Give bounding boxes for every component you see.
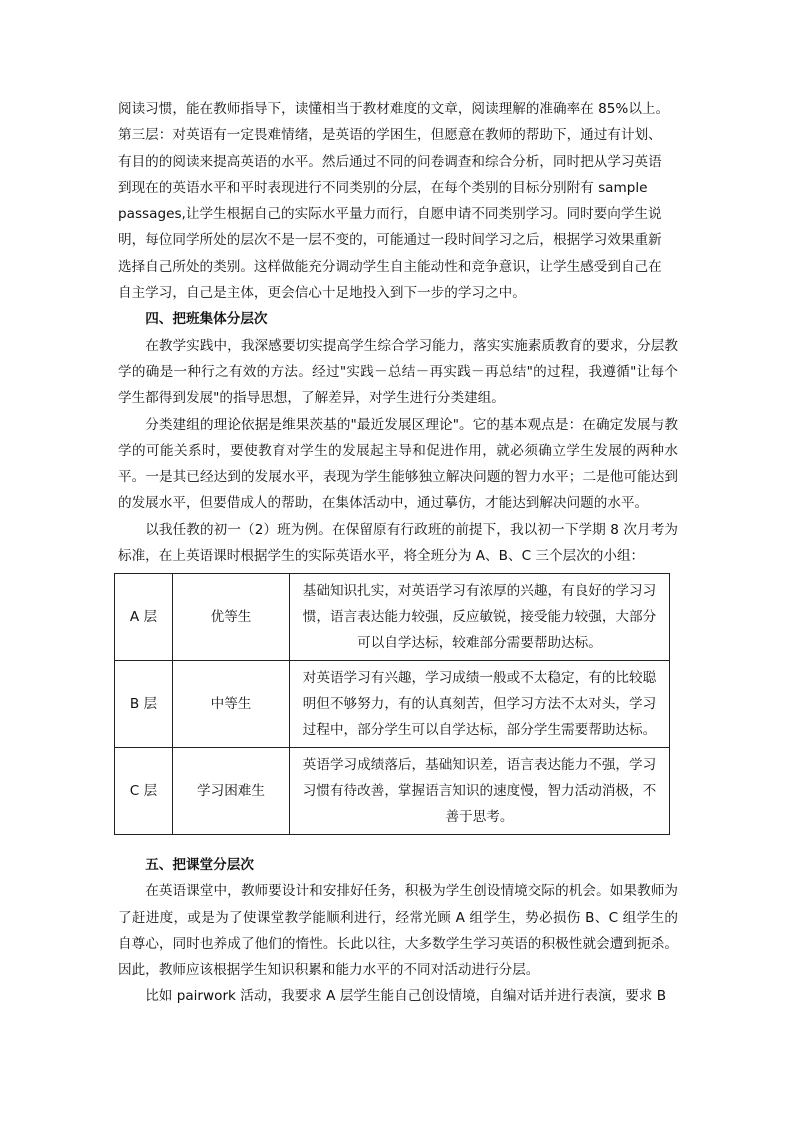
paragraph: 在英语课堂中，教师要设计和安排好任务，积极为学生创设情境交际的机会。如果教师为了赶进度，或是为了使课堂教学能顺利进行，经常光顾 A 组学生，势必损伤 B、C 组学生的自尊心，同时也养成了他们的惰性。长此以往，大多数学生学习英语的积极性就会遭到扼杀。因此，教师应该根据学生知识积累和能力水平的不同对活动进行分层。	[118, 883, 678, 979]
level-cell: A 层	[115, 574, 173, 661]
para-line: 阅读习惯，能在教师指导下，读懂相当于教材难度的文章，阅读理解的准确率在 85%以上。	[118, 101, 670, 117]
para-line: 选择自己所处的类别。这样做能充分调动学生自主能动性和竞争意识，让学生感受到自己在	[118, 258, 662, 275]
text-block-bottom	[118, 852, 678, 1010]
paragraph: 以我任教的初一（2）班为例。在保留原有行政班的前提下，我以初一下学期 8 次月考为标准，在上英语课时根据学生的实际英语水平，将全班分为 A、B、C 三个层次的小组：	[118, 521, 678, 565]
para-line: 第三层：对英语有一定畏难情绪，是英语的学困生，但愿意在教师的帮助下，通过有计划、	[118, 127, 662, 144]
para-line: 自主学习，自己是主体，更会信心十足地投入到下一步的学习之中。	[118, 285, 526, 302]
level-table	[114, 573, 670, 835]
text-block-top	[118, 96, 678, 569]
section-heading-4: 四、把班集体分层次	[145, 311, 268, 328]
paragraph: 分类建组的理论依据是维果茨基的"最近发展区理论"。它的基本观点是：在确定发展与教学的可能关系时，要使教育对学生的发展起主导和促进作用，就必须确立学生发展的两种水平。一是其已经达到的发展水平，表现为学生能够独立解决问题的智力水平；二是他可能达到的发展水平，但要借成人的帮助，在集体活动中，通过摹仿，才能达到解决问题的水平。	[118, 416, 678, 512]
para-line: 明，每位同学所处的层次不是一层不变的，可能通过一段时间学习之后，根据学习效果重新	[118, 232, 662, 249]
para-line: 到现在的英语水平和平时表现进行不同类别的分层，在每个类别的目标分别附有 sample	[118, 179, 648, 196]
description-cell: 对英语学习有兴趣，学习成绩一般或不太稳定，有的比较聪明但不够努力，有的认真刻苦，但学习方法不太对头，学习过程中，部分学生可以自学达标，部分学生需要帮助达标。	[290, 661, 670, 748]
paragraph: 在教学实践中，我深感要切实提高学生综合学习能力，落实实施素质教育的要求，分层教学的确是一种行之有效的方法。经过"实践－总结－再实践－再总结"的过程，我遵循"让每个学生都得到发展"的指导思想，了解差异，对学生进行分类建组。	[118, 337, 678, 407]
paragraph: 比如 pairwork 活动，我要求 A 层学生能自己创设情境，自编对话并进行表演，要求 B	[145, 988, 667, 1005]
section-heading-5: 五、把课堂分层次	[145, 857, 254, 873]
table-row	[115, 661, 670, 748]
table-row	[115, 748, 670, 835]
level-cell: B 层	[115, 661, 173, 748]
description-cell: 英语学习成绩落后，基础知识差，语言表达能力不强，学习习惯有待改善，掌握语言知识的速度慢，智力活动消极，不善于思考。	[290, 748, 670, 835]
group-cell: 学习困难生	[173, 748, 290, 835]
group-cell: 优等生	[173, 574, 290, 661]
table-row	[115, 574, 670, 661]
para-line: 有目的的阅读来提高英语的水平。然后通过不同的问卷调查和综合分析，同时把从学习英语	[118, 153, 662, 170]
level-cell: C 层	[115, 748, 173, 835]
description-cell: 基础知识扎实，对英语学习有浓厚的兴趣，有良好的学习习惯，语言表达能力较强，反应敏锐，接受能力较强，大部分可以自学达标，较难部分需要帮助达标。	[290, 574, 670, 661]
group-cell: 中等生	[173, 661, 290, 748]
para-line: passages,让学生根据自己的实际水平量力而行，自愿申请不同类别学习。同时要向学生说	[118, 206, 662, 223]
